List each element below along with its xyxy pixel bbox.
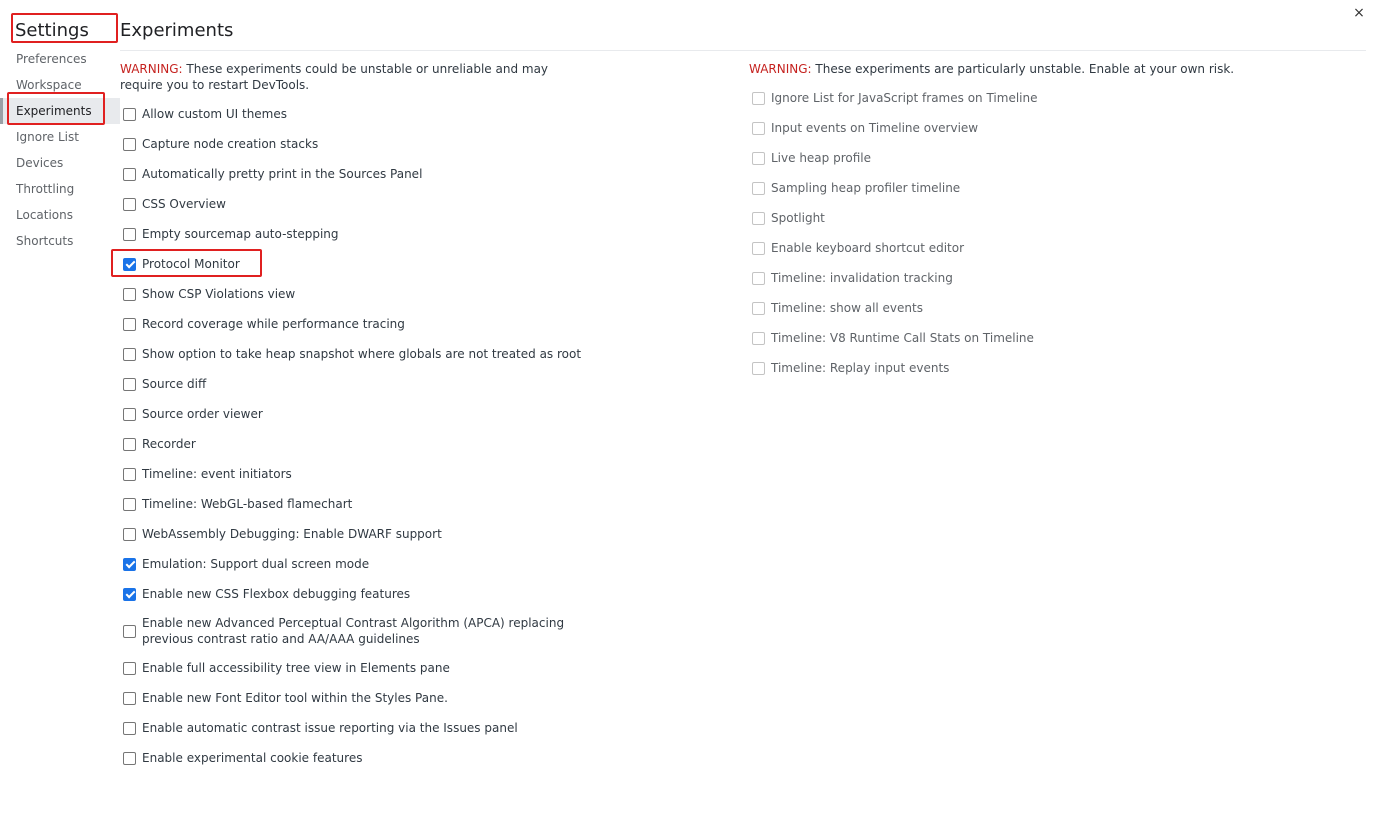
experiment-label: Timeline: Replay input events [771,361,950,375]
experiment-item[interactable] [123,713,581,743]
experiment-item[interactable] [752,203,1037,233]
experiment-label: Timeline: WebGL-based flamechart [142,497,353,511]
experiment-checkbox[interactable] [123,108,136,121]
experiment-checkbox[interactable] [752,122,765,135]
experiment-item[interactable] [123,429,581,459]
unstable-experiments-warning [749,61,1309,77]
sidebar-item-ignore-list[interactable]: Ignore List [16,130,79,144]
experiment-item[interactable] [752,113,1037,143]
experiment-item[interactable] [123,129,581,159]
experiment-checkbox[interactable] [123,625,136,638]
experiment-checkbox[interactable] [752,92,765,105]
experiment-item[interactable] [123,339,581,369]
experiment-label: WebAssembly Debugging: Enable DWARF support [142,527,442,541]
experiment-checkbox[interactable] [123,348,136,361]
experiment-checkbox[interactable] [752,152,765,165]
experiment-checkbox[interactable] [123,558,136,571]
title-divider [120,50,1366,51]
experiment-label: Timeline: invalidation tracking [771,271,953,285]
experiment-checkbox[interactable] [752,182,765,195]
experiment-label: Empty sourcemap auto-stepping [142,227,339,241]
experiment-item[interactable] [752,293,1037,323]
experiment-label: Show option to take heap snapshot where globals are not treated as root [142,347,582,361]
experiment-label: Timeline: show all events [771,301,923,315]
experiment-item[interactable] [123,489,581,519]
experiment-checkbox[interactable] [123,288,136,301]
experiment-item[interactable] [752,233,1037,263]
experiment-item[interactable] [123,683,581,713]
experiment-label: Show CSP Violations view [142,287,296,301]
experiment-checkbox[interactable] [752,362,765,375]
warning-label: WARNING: [120,62,183,76]
experiment-item[interactable] [123,309,581,339]
experiments-list [123,99,581,773]
experiment-item[interactable] [123,459,581,489]
experiment-label: Ignore List for JavaScript frames on Timeline [771,91,1038,105]
sidebar-item-throttling[interactable]: Throttling [16,182,75,196]
experiment-label: Record coverage while performance tracing [142,317,405,331]
experiment-item[interactable] [752,353,1037,383]
sidebar-item-workspace[interactable]: Workspace [16,78,82,92]
experiment-label: Sampling heap profiler timeline [771,181,961,195]
experiment-label: Input events on Timeline overview [771,121,979,135]
experiment-item[interactable] [752,83,1037,113]
experiment-label: Enable full accessibility tree view in Elements pane [142,661,450,675]
experiment-label: Capture node creation stacks [142,137,319,151]
experiment-checkbox[interactable] [123,528,136,541]
experiment-label: Recorder [142,437,196,451]
warning-text: These experiments could be unstable or unreliable and may require you to restart DevTools. [120,62,549,92]
experiment-label: Enable new CSS Flexbox debugging features [142,587,411,601]
experiment-label: Allow custom UI themes [142,107,288,121]
experiment-checkbox[interactable] [752,272,765,285]
sidebar-item-locations[interactable]: Locations [16,208,74,222]
experiment-checkbox[interactable] [123,408,136,421]
sidebar-item-preferences[interactable]: Preferences [16,52,87,66]
experiment-checkbox[interactable] [752,212,765,225]
experiment-item[interactable] [123,519,581,549]
experiment-checkbox[interactable] [752,302,765,315]
experiment-label: Enable new Advanced Perceptual Contrast Algorithm (APCA) replacing previous contrast ratio and AA/AAA guidelines [142,616,565,646]
experiment-item[interactable] [123,219,581,249]
experiment-label: CSS Overview [142,197,226,211]
experiment-checkbox[interactable] [123,662,136,675]
experiment-label: Emulation: Support dual screen mode [142,557,370,571]
experiment-checkbox[interactable] [123,588,136,601]
unstable-experiments-list [752,83,1037,383]
experiment-item[interactable] [123,279,581,309]
experiment-checkbox[interactable] [123,438,136,451]
experiment-label: Enable new Font Editor tool within the Styles Pane. [142,691,448,705]
experiment-label: Protocol Monitor [142,257,240,271]
experiment-checkbox[interactable] [123,692,136,705]
experiments-warning [120,61,590,93]
experiment-label: Automatically pretty print in the Sources Panel [142,167,423,181]
experiment-checkbox[interactable] [123,722,136,735]
warning-text: These experiments are particularly unstable. Enable at your own risk. [811,62,1235,76]
experiment-item[interactable] [123,159,581,189]
experiment-checkbox[interactable] [123,198,136,211]
experiment-item[interactable] [123,549,581,579]
experiment-checkbox[interactable] [123,378,136,391]
experiment-label: Enable experimental cookie features [142,751,363,765]
experiment-item[interactable] [123,399,581,429]
experiment-checkbox[interactable] [752,332,765,345]
experiment-checkbox[interactable] [123,258,136,271]
experiment-checkbox[interactable] [123,468,136,481]
experiment-checkbox[interactable] [123,752,136,765]
experiment-item[interactable] [123,369,581,399]
warning-label: WARNING: [749,62,812,76]
experiment-checkbox[interactable] [123,138,136,151]
experiment-item[interactable] [123,249,581,279]
settings-title: Settings [15,20,89,41]
experiment-item[interactable] [752,323,1037,353]
experiment-label: Source diff [142,377,207,391]
experiment-item[interactable] [123,653,581,683]
experiment-checkbox[interactable] [123,228,136,241]
experiment-label: Live heap profile [771,151,871,165]
experiment-item[interactable] [123,99,581,129]
experiment-checkbox[interactable] [123,168,136,181]
experiment-item[interactable] [752,143,1037,173]
experiment-label: Enable automatic contrast issue reporting via the Issues panel [142,721,518,735]
settings-sidebar [0,46,120,254]
experiment-checkbox[interactable] [123,318,136,331]
experiment-item[interactable] [123,609,581,653]
experiment-label: Timeline: event initiators [142,467,292,481]
experiment-item[interactable] [123,579,581,609]
experiment-label: Enable keyboard shortcut editor [771,241,965,255]
close-button[interactable]: × [1353,5,1365,21]
experiment-item[interactable] [123,189,581,219]
experiment-item[interactable] [123,743,581,773]
experiment-checkbox[interactable] [123,498,136,511]
experiment-label: Spotlight [771,211,825,225]
experiment-item[interactable] [752,263,1037,293]
experiment-item[interactable] [752,173,1037,203]
sidebar-item-experiments[interactable]: Experiments [0,98,120,124]
page-title: Experiments [120,20,234,41]
sidebar-item-shortcuts[interactable]: Shortcuts [16,234,74,248]
experiment-label: Source order viewer [142,407,263,421]
experiment-label: Timeline: V8 Runtime Call Stats on Timeline [771,331,1034,345]
experiment-checkbox[interactable] [752,242,765,255]
sidebar-item-devices[interactable]: Devices [16,156,64,170]
